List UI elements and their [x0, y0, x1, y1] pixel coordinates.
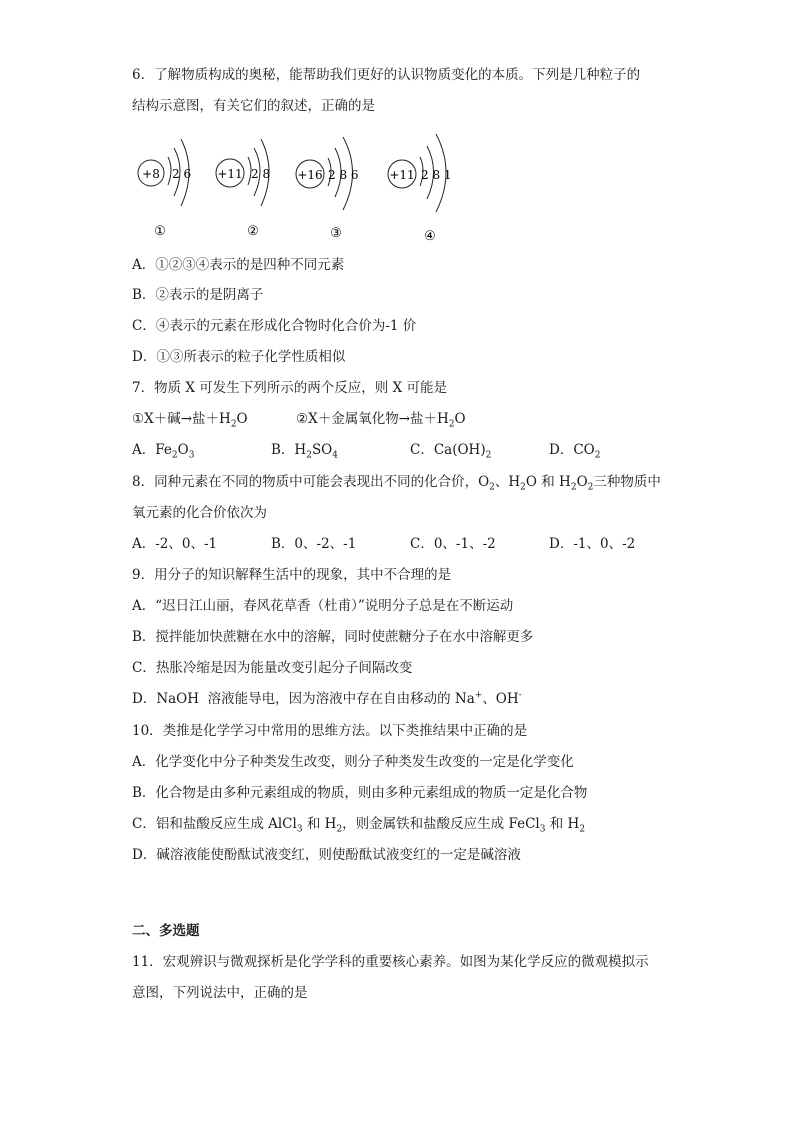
atom-3-nucleus: +16	[297, 168, 323, 182]
atom-3-label: ③	[330, 226, 342, 241]
atom-1-label: ①	[154, 224, 166, 239]
atom-4	[388, 134, 452, 244]
q8-option-d: D．-1、0、-2	[549, 536, 636, 552]
q6-option-c: C．④表示的元素在形成化合物时化合价为-1 价	[132, 318, 417, 334]
q6-stem-line1: 6．了解物质构成的奥秘，能帮助我们更好的认识物质变化的本质。下列是几种粒子的	[132, 67, 641, 83]
q9-option-c: C．热胀冷缩是因为能量改变引起分子间隔改变	[132, 660, 413, 676]
q10-option-a: A．化学变化中分子种类发生改变，则分子种类发生改变的一定是化学变化	[132, 754, 574, 770]
q9-option-a: A．“迟日江山丽，春风花草香（杜甫）”说明分子总是在不断运动	[132, 598, 514, 614]
q10-option-c: C．铝和盐酸反应生成 AlCl$_3$ 和 $H_2$，则金属铁和盐酸反应生成 FeCl$_3$ 和 $H_2$	[132, 816, 586, 835]
atom-4-nucleus: +11	[389, 168, 415, 182]
q7-stem: 7．物质 X 可发生下列所示的两个反应，则 X 可能是	[132, 380, 447, 396]
atom-2-label: ②	[247, 224, 259, 239]
atom-4-label: ④	[424, 229, 436, 244]
q11-stem-line1: 11．宏观辨识与微观探析是化学学科的重要核心素养。如图为某化学反应的微观模拟示	[132, 954, 649, 970]
q9-option-b: B．搅拌能加快蔗糖在水中的溶解，同时使蔗糖分子在水中溶解更多	[132, 629, 534, 645]
q8-option-b: B．0、-2、-1	[271, 536, 357, 552]
q10-option-b: B．化合物是由多种元素组成的物质，则由多种元素组成的物质一定是化合物	[132, 785, 588, 801]
atom-2-shells: 2 8	[251, 167, 271, 181]
section-heading: 二、多选题	[132, 923, 200, 939]
atom-3-shells: 2 8 6	[328, 168, 359, 182]
q7-option-a: A．$Fe_2O_3$	[132, 442, 195, 461]
q10-stem: 10．类推是化学学习中常用的思维方法。以下类推结果中正确的是	[132, 723, 528, 739]
q6-stem-line2: 结构示意图，有关它们的叙述，正确的是	[132, 98, 375, 114]
q8-stem-line1: 8．同种元素在不同的物质中可能会表现出不同的化合价，$O_2$、$H_2O$ 和 $H_2O_2$三种物质中	[132, 474, 661, 493]
q7-reaction-2: ②X＋金属氧化物→盐$+H_2O$	[296, 411, 466, 430]
atom-1-shells: 2 6	[172, 167, 192, 181]
q10-option-d: D．碱溶液能使酚酞试液变红，则使酚酞试液变红的一定是碱溶液	[132, 847, 521, 863]
q8-stem-line2: 氧元素的化合价依次为	[132, 505, 267, 521]
q7-option-d: D．$CO_2$	[549, 442, 601, 461]
q11-stem-line2: 意图，下列说法中，正确的是	[132, 985, 308, 1001]
atom-structure-diagram	[130, 124, 470, 246]
q6-option-b: B．②表示的是阴离子	[132, 287, 264, 303]
atom-1-nucleus: +8	[142, 167, 160, 181]
q8-option-a: A．-2、0、-1	[132, 536, 218, 552]
atom-3	[296, 137, 359, 241]
q9-option-d: D．NaOH 溶液能导电，因为溶液中存在自由移动的 Na+、OH-	[132, 690, 522, 707]
q9-stem: 9．用分子的知识解释生活中的现象，其中不合理的是	[132, 567, 452, 583]
atom-2	[216, 139, 270, 239]
atom-1	[138, 139, 191, 239]
q7-option-b: B．$H_2SO_4$	[271, 442, 338, 461]
q6-option-a: A．①②③④表示的是四种不同元素	[132, 257, 345, 273]
q7-reaction-1: ①X＋碱→盐$+H_2O$	[132, 411, 248, 430]
q8-option-c: C．0、-1、-2	[410, 536, 496, 552]
q6-option-d: D．①③所表示的粒子化学性质相似	[132, 349, 346, 365]
atom-4-shells: 2 8 1	[421, 168, 452, 182]
q7-option-c: C．$Ca(OH)_2$	[410, 442, 492, 461]
atom-2-nucleus: +11	[217, 167, 243, 181]
